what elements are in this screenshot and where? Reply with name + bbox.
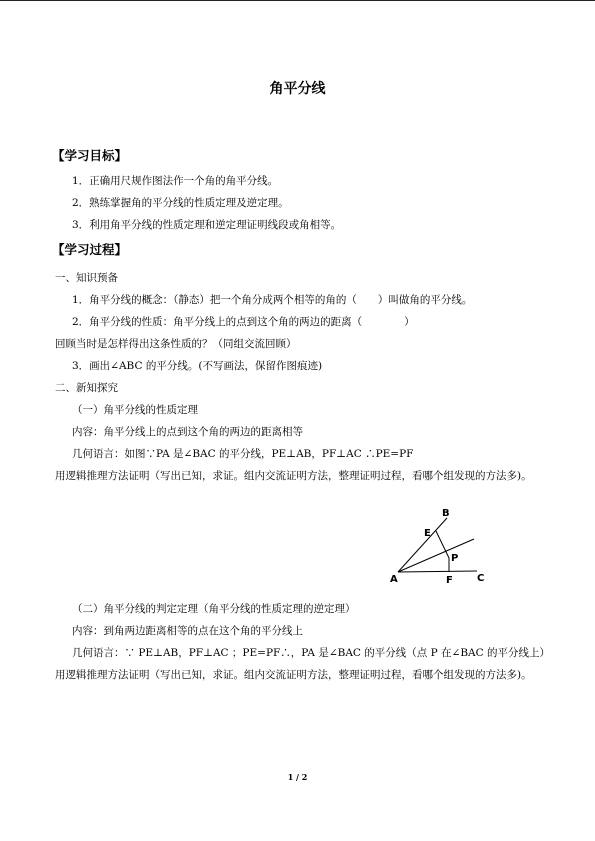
bisector-ap bbox=[398, 539, 474, 572]
label-b: B bbox=[442, 508, 450, 519]
label-e: E bbox=[424, 528, 431, 539]
sec1-proof: 用逻辑推理方法证明（写出已知，求证。组内交流证明方法，整理证明过程，看哪个组发现的方法多)。 bbox=[55, 470, 532, 482]
part1-item-3: 3．画出∠ABC 的平分线。(不写画法，保留作图痕迹) bbox=[72, 360, 323, 372]
label-a: A bbox=[390, 574, 398, 585]
sec2-content: 内容：到角两边距离相等的点在这个角的平分线上 bbox=[72, 625, 303, 637]
goal-item-2: 2．熟练掌握角的平分线的性质定理及逆定理。 bbox=[72, 197, 289, 209]
sec2-geometry: 几何语言：∵ PE⊥AB，PF⊥AC ；PE=PF∴，PA 是∠BAC 的平分线（点 P 在∠BAC 的平分线上）用逻辑推理方法证明（写出已知，求证。组内交流证明方法，整理证明过程，看哪个组发现的方法多)。 bbox=[55, 647, 545, 681]
segment-pe bbox=[436, 531, 449, 558]
part1-review: 回顾当时是怎样得出这条性质的？（同组交流回顾） bbox=[55, 338, 297, 350]
sec2-title: （二）角平分线的判定定理（角平分线的性质定理的逆定理） bbox=[72, 603, 356, 615]
page-title: 角平分线 bbox=[269, 81, 326, 97]
goals-heading: 【学习目标】 bbox=[52, 148, 128, 163]
ray-ab bbox=[398, 518, 447, 572]
sec1-geometry: 几何语言：如图∵PA 是∠BAC 的平分线，PE⊥AB，PF⊥AC ∴PE=PF bbox=[72, 448, 414, 460]
goal-item-3: 3．利用角平分线的性质定理和逆定理证明线段或角相等。 bbox=[72, 219, 342, 231]
label-p: P bbox=[451, 553, 459, 564]
part1-item-1: 1．角平分线的概念：（静态）把一个角分成两个相等的角的（ ）叫做角的平分线。 bbox=[72, 294, 473, 306]
sec1-content: 内容：角平分线上的点到这个角的两边的距离相等 bbox=[72, 426, 303, 438]
page-number: 1 / 2 bbox=[287, 772, 308, 782]
part2-title: 二、新知探究 bbox=[55, 382, 118, 394]
label-f: F bbox=[446, 575, 453, 586]
ray-ac bbox=[398, 571, 477, 572]
label-c: C bbox=[477, 573, 485, 584]
part1-title: 一、知识预备 bbox=[55, 272, 118, 284]
process-heading: 【学习过程】 bbox=[52, 242, 128, 257]
part1-item-2: 2．角平分线的性质：角平分线上的点到这个角的两边的距离（ ） bbox=[72, 316, 415, 328]
sec1-title: （一）角平分线的性质定理 bbox=[72, 404, 198, 416]
goal-item-1: 1．正确用尺规作图法作一个角的角平分线。 bbox=[72, 175, 279, 187]
